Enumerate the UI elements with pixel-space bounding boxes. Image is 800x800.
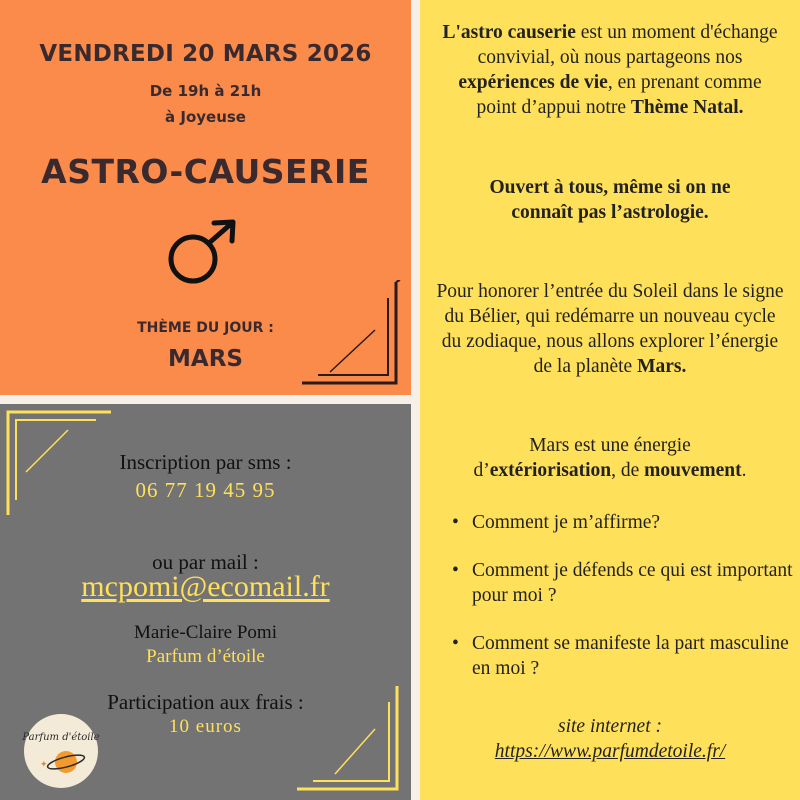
description-panel xyxy=(420,0,800,800)
event-date: VENDREDI 20 MARS 2026 xyxy=(39,41,372,67)
mail-label: ou par mail : xyxy=(152,550,259,574)
theme-label: THÈME DU JOUR : xyxy=(137,320,274,336)
theme-value: MARS xyxy=(168,346,243,372)
fee-label: Participation aux frais : xyxy=(107,690,304,714)
corner-ornament xyxy=(300,280,405,390)
svg-text:✦: ✦ xyxy=(40,760,48,770)
fee-value: 10 euros xyxy=(169,716,242,737)
event-time: De 19h à 21h xyxy=(149,82,262,100)
questions-list xyxy=(450,510,795,704)
honor-paragraph xyxy=(420,279,800,379)
brand-name: Parfum d’étoile xyxy=(146,646,265,667)
contact-name: Marie-Claire Pomi xyxy=(134,622,277,643)
energy-bold-1: extériorisation xyxy=(489,460,612,481)
intro-bold-2: expériences de vie xyxy=(458,72,608,93)
event-panel xyxy=(0,0,411,395)
list-item: • Comment je m’affirme? xyxy=(450,510,795,535)
list-item: • Comment je défends ce qui est important pour moi ? xyxy=(450,558,795,608)
event-place: à Joyeuse xyxy=(165,108,246,126)
email-link[interactable]: mcpomi@ecomail.fr xyxy=(81,570,330,603)
sms-number[interactable]: 06 77 19 45 95 xyxy=(135,478,276,502)
intro-paragraph xyxy=(420,20,800,120)
open-to-all: Ouvert à tous, même si on ne connaît pas l’astrologie. xyxy=(489,177,731,223)
intro-bold-3: Thème Natal. xyxy=(630,97,744,118)
logo-text: Parfum d'étoile xyxy=(22,732,100,743)
energy-paragraph xyxy=(420,433,800,483)
corner-ornament xyxy=(295,684,405,794)
honor-text: Pour honorer l’entrée du Soleil dans le signe du Bélier, qui redémarre un nouveau cycle du zodiaque, nous allons explorer l’énergie de la planète xyxy=(436,281,784,377)
event-title: ASTRO-CAUSERIE xyxy=(41,152,370,191)
list-item: • Comment se manifeste la part masculine en moi ? xyxy=(450,631,795,681)
site-link[interactable]: https://www.parfumdetoile.fr/ xyxy=(494,741,726,762)
intro-text-1: est un moment d'échange convivial, où nous partageons nos xyxy=(477,22,778,68)
sms-label: Inscription par sms : xyxy=(119,450,292,474)
site-label: site internet : xyxy=(558,716,662,737)
intro-bold-1: L'astro causerie xyxy=(442,22,576,43)
parfum-etoile-logo xyxy=(22,712,100,790)
honor-bold: Mars. xyxy=(637,356,687,377)
energy-text-2: , de xyxy=(611,460,645,481)
energy-text-3: . xyxy=(741,460,747,481)
intro-text-2: , en prenant comme point d’appui notre xyxy=(476,72,762,118)
energy-bold-2: mouvement xyxy=(644,460,742,481)
energy-text-1: Mars est une énergie d’ xyxy=(473,435,691,481)
mars-symbol-icon xyxy=(164,218,244,288)
